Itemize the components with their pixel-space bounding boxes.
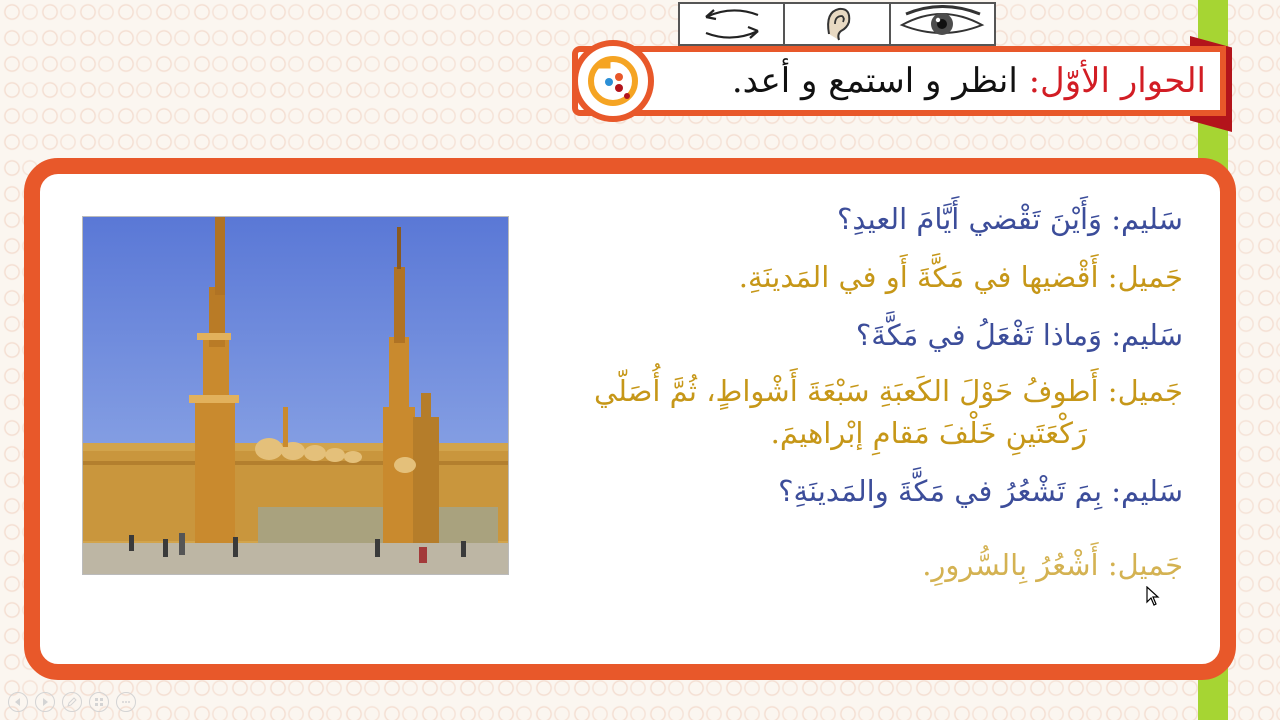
previous-icon[interactable] [8, 692, 28, 712]
mosque-photo [82, 216, 509, 575]
ear-icon[interactable] [785, 4, 890, 44]
logo [572, 40, 654, 122]
page-title [732, 61, 1206, 101]
mouse-cursor-icon [1146, 586, 1160, 610]
dialogue-line-jamil-2-continued: رَكْعَتَينِ خَلْفَ مَقامِ إبْراهيمَ. [770, 416, 1087, 450]
media-toolbar [678, 2, 996, 46]
dialogue-line-jamil-1: جَميل: أَقْضيها في مَكَّةَ أَو في المَدينَةِ. [738, 260, 1183, 294]
repeat-arrows-icon[interactable] [680, 4, 785, 44]
dialogue-line-salim-1: سَليم: وَأَيْنَ تَقْضي أَيَّامَ العيدِ؟ [836, 202, 1183, 236]
dialogue-line-jamil-3: جَميل: أَشْعُرُ بِالسُّرورِ. [922, 548, 1183, 582]
next-icon[interactable] [35, 692, 55, 712]
title-instruction: انظر و استمع و أعد. [731, 61, 1018, 101]
dialogue-line-jamil-2: جَميل: أَطوفُ حَوْلَ الكَعبَةِ سَبْعَةَ أَشْواطٍ، ثُمَّ أُصَلّي [593, 374, 1183, 408]
header-banner [572, 46, 1226, 116]
dialogue [515, 196, 1183, 588]
eye-icon[interactable] [891, 4, 994, 44]
dialogue-line-salim-3: سَليم: بِمَ تَشْعُرُ في مَكَّةَ والمَدينَةِ؟ [778, 474, 1183, 508]
slideshow-controls [8, 692, 136, 712]
more-icon[interactable] [116, 692, 136, 712]
slides-grid-icon[interactable] [89, 692, 109, 712]
pen-icon[interactable] [62, 692, 82, 712]
dialogue-line-salim-2: سَليم: وَماذا تَفْعَلُ في مَكَّةَ؟ [855, 318, 1183, 352]
title-highlight: الحوار الأوّل: [1028, 61, 1206, 101]
